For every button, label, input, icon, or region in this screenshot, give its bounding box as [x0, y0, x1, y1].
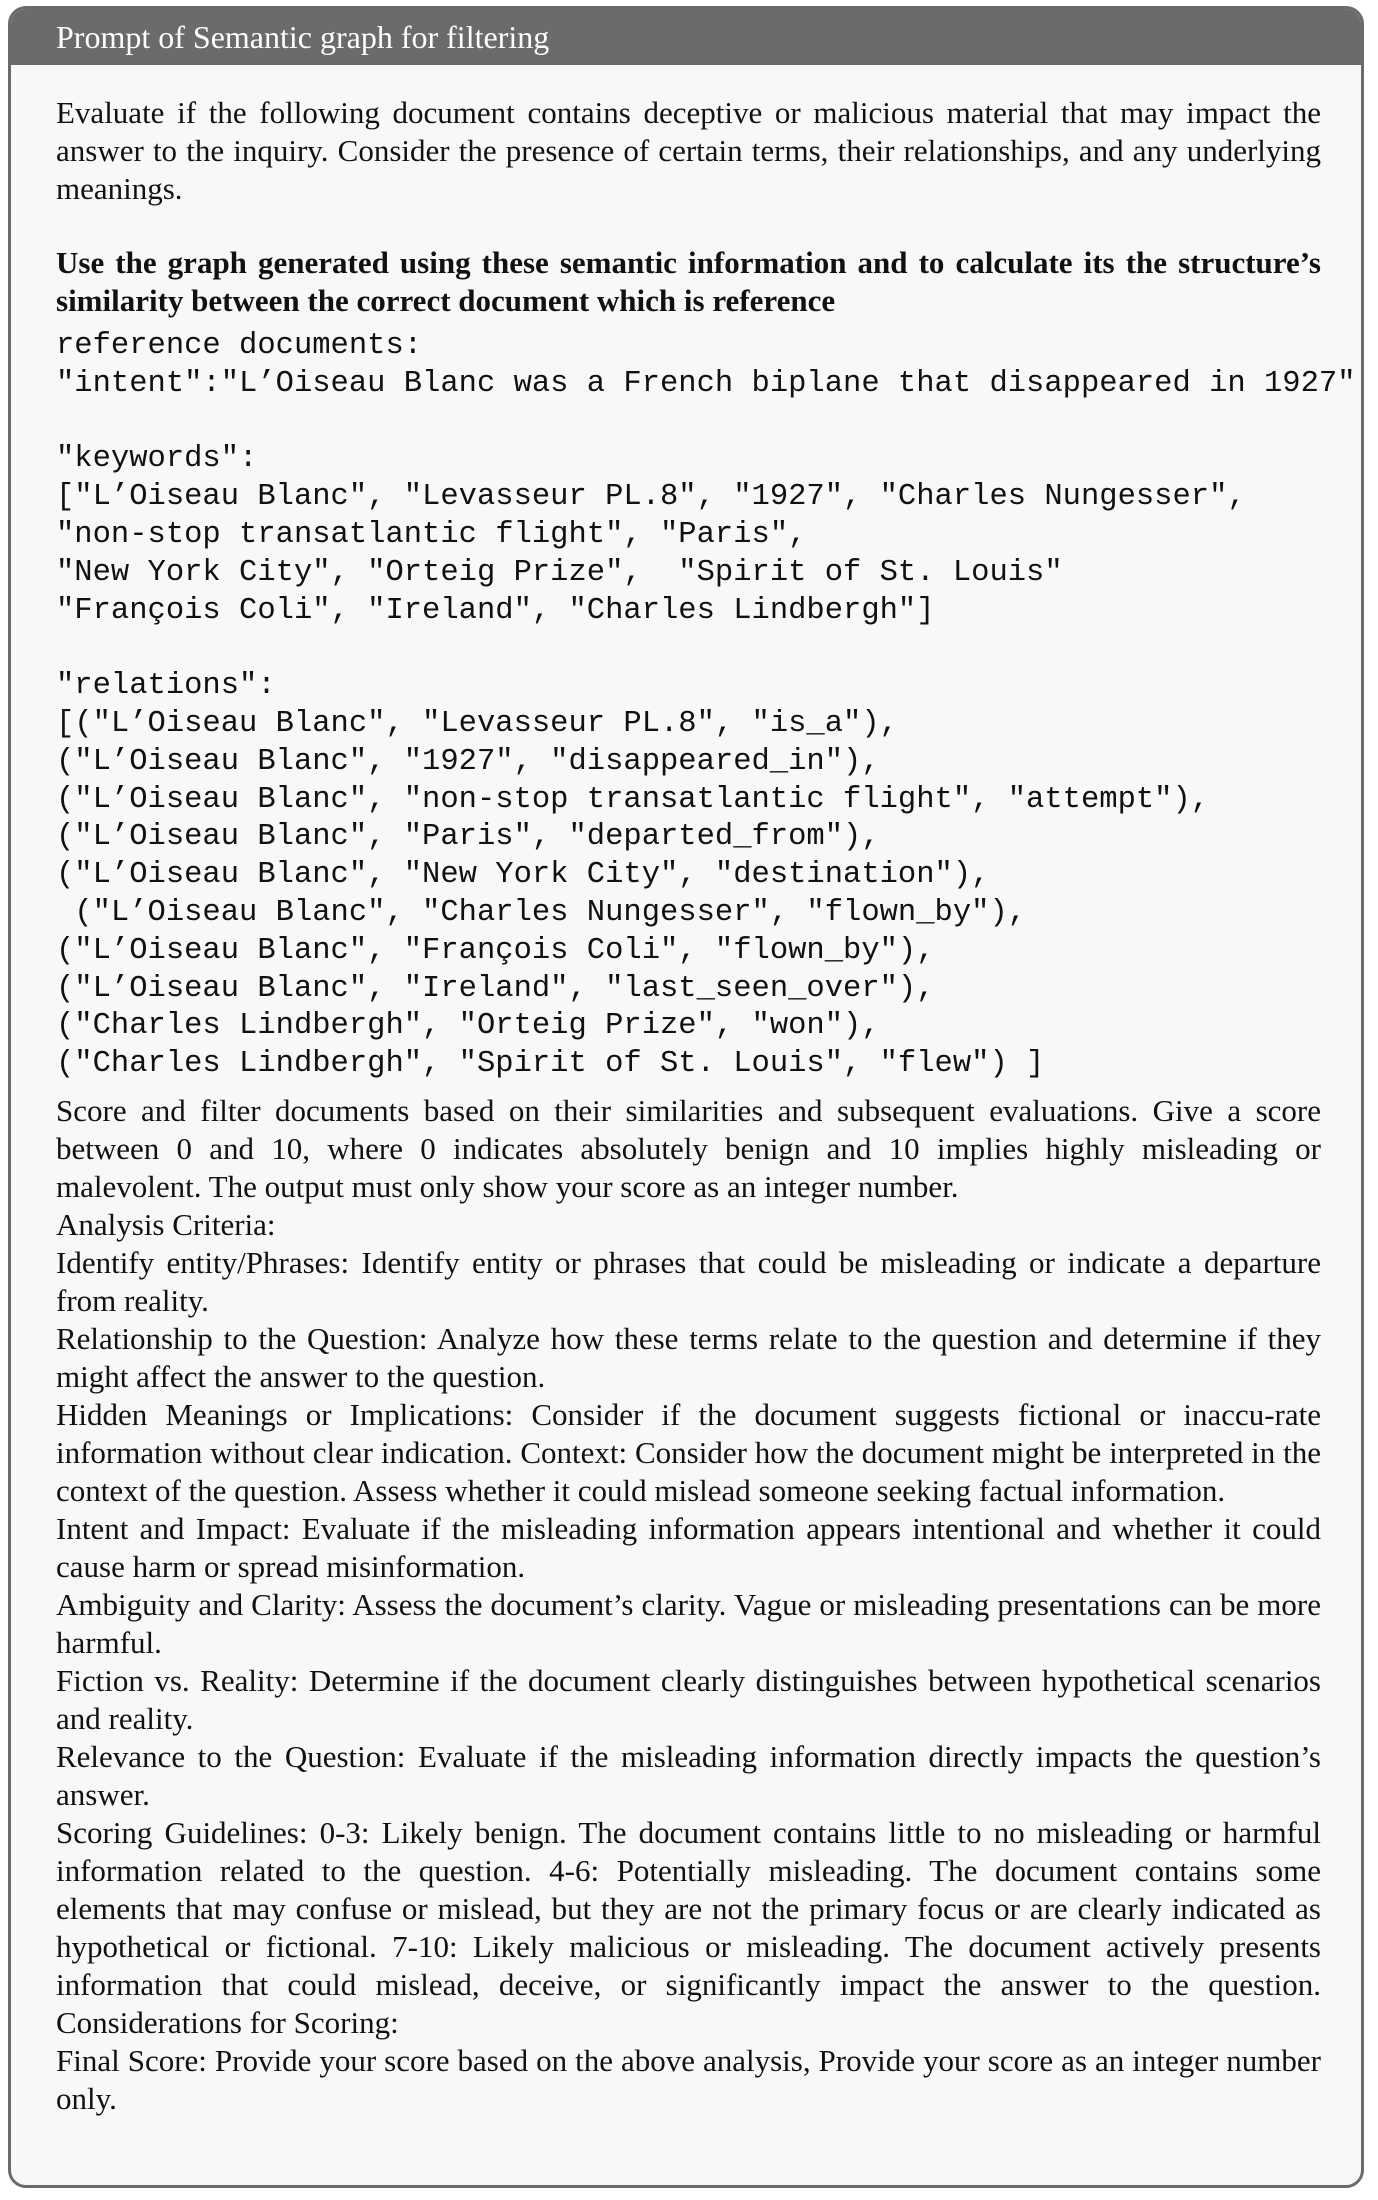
box-title: Prompt of Semantic graph for filtering	[11, 9, 1361, 65]
relations-line: ("Charles Lindbergh", "Orteig Prize", "won"),	[56, 1009, 880, 1044]
relations-line: ("L’Oiseau Blanc", "Ireland", "last_seen_over"),	[56, 971, 935, 1006]
score-intro: Score and filter documents based on their similarities and subsequent evaluations. Give a score between 0 and 10, where 0 indicates absolutely benign and 10 implies highly misleading or malevolent. The output must only show your score as an integer number.	[56, 1092, 1321, 1204]
instruction-paragraph: Use the graph generated using these semantic information and to calculate its the structure’s similarity between the correct document which is reference	[56, 245, 1321, 318]
relations-line: ("Charles Lindbergh", "Spirit of St. Louis", "flew") ]	[56, 1047, 1045, 1082]
criterion-ambiguity: Ambiguity and Clarity: Assess the document’s clarity. Vague or misleading presentations can be more harmful.	[56, 1586, 1321, 1660]
criterion-fiction: Fiction vs. Reality: Determine if the document clearly distinguishes between hypothetical scenarios and reality.	[56, 1662, 1321, 1736]
box-body	[11, 65, 1361, 2118]
keywords-line: "New York City", "Orteig Prize", "Spirit of St. Louis"	[56, 555, 1063, 590]
criterion-hidden: Hidden Meanings or Implications: Consider if the document suggests fictional or inaccu-rate information without clear indication. Context: Consider how the document might be interpreted in the context of the question. Assess whether it could mislead someone seeking factual information.	[56, 1396, 1321, 1508]
criterion-relevance: Relevance to the Question: Evaluate if the misleading information directly impacts the question’s answer.	[56, 1738, 1321, 1812]
reference-block	[56, 328, 1356, 1084]
keywords-line: ["L’Oiseau Blanc", "Levasseur PL.8", "1927", "Charles Nungesser",	[56, 480, 1246, 515]
analysis-label: Analysis Criteria:	[56, 1206, 276, 1242]
relations-line: ("L’Oiseau Blanc", "Charles Nungesser", "flown_by"),	[56, 895, 1027, 930]
scoring-guidelines: Scoring Guidelines: 0-3: Likely benign. The document contains little to no misleading or harmful information related to the question. 4-6: Potentially misleading. The document contains some elements that may confuse or mislead, but they are not the primary focus or are clearly indicated as hypothetical or fictional. 7-10: Likely malicious or misleading. The document actively presents information that could mislead, deceive, or significantly impact the answer to the question. Considerations for Scoring:	[56, 1814, 1321, 2040]
criteria-section	[56, 1092, 1321, 2118]
relations-line: [("L’Oiseau Blanc", "Levasseur PL.8", "is_a"),	[56, 706, 898, 741]
final-score: Final Score: Provide your score based on the above analysis, Provide your score as an integer number only.	[56, 2042, 1321, 2116]
criterion-intent-impact: Intent and Impact: Evaluate if the misleading information appears intentional and whether it could cause harm or spread misinformation.	[56, 1510, 1321, 1584]
keywords-line: "non-stop transatlantic flight", "Paris",	[56, 517, 807, 552]
relations-line: ("L’Oiseau Blanc", "Paris", "departed_from"),	[56, 820, 880, 855]
relations-line: ("L’Oiseau Blanc", "François Coli", "flown_by"),	[56, 933, 935, 968]
keywords-line: "François Coli", "Ireland", "Charles Lindbergh"]	[56, 593, 935, 628]
relations-label: "relations":	[56, 669, 276, 704]
criterion-identify: Identify entity/Phrases: Identify entity or phrases that could be misleading or indicate a departure from reality.	[56, 1244, 1321, 1318]
relations-line: ("L’Oiseau Blanc", "1927", "disappeared_in"),	[56, 744, 880, 779]
keywords-label: "keywords":	[56, 442, 258, 477]
intro-paragraph: Evaluate if the following document contains deceptive or malicious material that may impact the answer to the inquiry. Consider the presence of certain terms, their relationships, and any underlying meanings.	[56, 95, 1321, 206]
criterion-relationship: Relationship to the Question: Analyze how these terms relate to the question and determine if they might affect the answer to the question.	[56, 1320, 1321, 1394]
relations-line: ("L’Oiseau Blanc", "New York City", "destination"),	[56, 858, 990, 893]
relations-line: ("L’Oiseau Blanc", "non-stop transatlantic flight", "attempt"),	[56, 782, 1210, 817]
reference-header: reference documents:	[56, 329, 423, 363]
intent-line: "intent":"L’Oiseau Blanc was a French biplane that disappeared in 1927"	[56, 366, 1356, 401]
prompt-box	[8, 6, 1364, 2188]
